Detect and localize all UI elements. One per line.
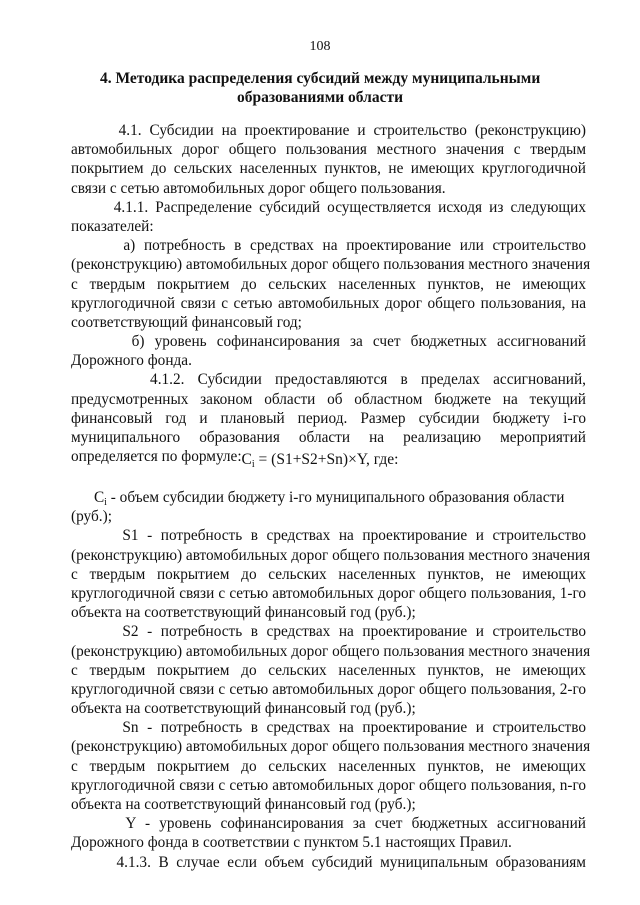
text-line: покрытием до сельских населенных пунктов, не имеющих круглогодичной bbox=[71, 160, 586, 178]
ci-definition-text: - объем субсидии бюджету i-го муниципального образования области bbox=[106, 489, 565, 506]
text-line: (реконструкцию) автомобильных дорог общего пользования местного значения bbox=[71, 256, 591, 274]
text-line: определяется по формуле: bbox=[71, 448, 242, 466]
text-line: связи с сетью автомобильных дорог общего пользования. bbox=[71, 179, 446, 197]
text-line: Дорожного фонда в соответствии с пунктом 5.1 настоящих Правил. bbox=[71, 834, 512, 852]
text-line: предусмотренных законом области об областном бюджете на текущий bbox=[71, 390, 586, 408]
text-line bbox=[71, 488, 586, 507]
text-line: а) потребность в средствах на проектирование или строительство bbox=[71, 237, 586, 255]
text-line: (реконструкцию) автомобильных дорог общего пользования местного значения bbox=[71, 642, 591, 660]
text-line: Дорожного фонда. bbox=[71, 352, 192, 370]
text-line: объекта на соответствующий финансовый год (руб.); bbox=[71, 796, 416, 813]
text-line: Sn - потребность в средствах на проектирование и строительство bbox=[71, 719, 586, 737]
text-line: соответствующий финансовый год; bbox=[71, 313, 302, 331]
text-line: б) уровень софинансирования за счет бюджетных ассигнований bbox=[71, 333, 586, 351]
formula-definitions bbox=[71, 488, 591, 872]
heading-line: 4. Методика распределения субсидий между муниципальными bbox=[100, 70, 541, 87]
text-line: (реконструкцию) автомобильных дорог общего пользования местного значения bbox=[71, 738, 591, 756]
text-line: показателей: bbox=[71, 217, 154, 235]
text-line: 4.1.2. Субсидии предоставляются в пределах ассигнований, bbox=[71, 371, 586, 389]
text-line: с твердым покрытием до сельских населенных пунктов, не имеющих bbox=[71, 757, 586, 775]
ci-subscript: i bbox=[104, 497, 107, 508]
text-line: муниципального образования области на реализацию мероприятий bbox=[71, 429, 586, 446]
formula bbox=[0, 450, 640, 469]
ci-symbol: C bbox=[71, 489, 105, 506]
text-line: с твердым покрытием до сельских населенных пунктов, не имеющих bbox=[71, 275, 586, 293]
formula-lhs-subscript: i bbox=[251, 459, 255, 470]
text-line: объекта на соответствующий финансовый год (руб.); bbox=[71, 604, 416, 622]
text-line: (руб.); bbox=[71, 508, 112, 526]
formula-lhs: C bbox=[241, 451, 252, 468]
text-line: круглогодичной связи с сетью автомобильных дорог общего пользования, n-го bbox=[71, 776, 586, 794]
text-line: S1 - потребность в средствах на проектирование и строительство bbox=[71, 527, 586, 545]
heading-line: образованиями области bbox=[236, 89, 404, 106]
text-line: (реконструкцию) автомобильных дорог общего пользования местного значения bbox=[71, 546, 591, 564]
text-line: Y - уровень софинансирования за счет бюджетных ассигнований bbox=[71, 815, 586, 833]
text-line: круглогодичной связи с сетью автомобильных дорог общего пользования, 2-го bbox=[71, 680, 586, 698]
paragraphs-4-1 bbox=[71, 121, 591, 466]
text-line: финансовый год и плановый период. Размер субсидии бюджету i-го bbox=[71, 409, 586, 427]
page-number: 108 bbox=[309, 39, 331, 54]
text-line: 4.1.3. В случае если объем субсидий муниципальным образованиям bbox=[71, 853, 586, 871]
text-line: с твердым покрытием до сельских населенных пунктов, не имеющих bbox=[71, 565, 586, 583]
text-line: с твердым покрытием до сельских населенных пунктов, не имеющих bbox=[71, 661, 586, 679]
section-heading bbox=[100, 69, 540, 107]
text-line: круглогодичной связи с сетью автомобильных дорог общего пользования, на bbox=[71, 294, 586, 312]
text-line: объекта на соответствующий финансовый год (руб.); bbox=[71, 700, 416, 718]
text-line: 4.1. Субсидии на проектирование и строительство (реконструкцию) bbox=[71, 122, 586, 139]
text-line: круглогодичной связи с сетью автомобильных дорог общего пользования, 1-го bbox=[71, 584, 586, 602]
formula-rhs: = (S1+S2+Sn)×Y, где: bbox=[254, 451, 399, 468]
text-line: S2 - потребность в средствах на проектирование и строительство bbox=[71, 623, 586, 641]
text-line: автомобильных дорог общего пользования местного значения с твердым bbox=[71, 141, 586, 159]
text-line: 4.1.1. Распределение субсидий осуществляется исходя из следующих bbox=[71, 198, 586, 216]
